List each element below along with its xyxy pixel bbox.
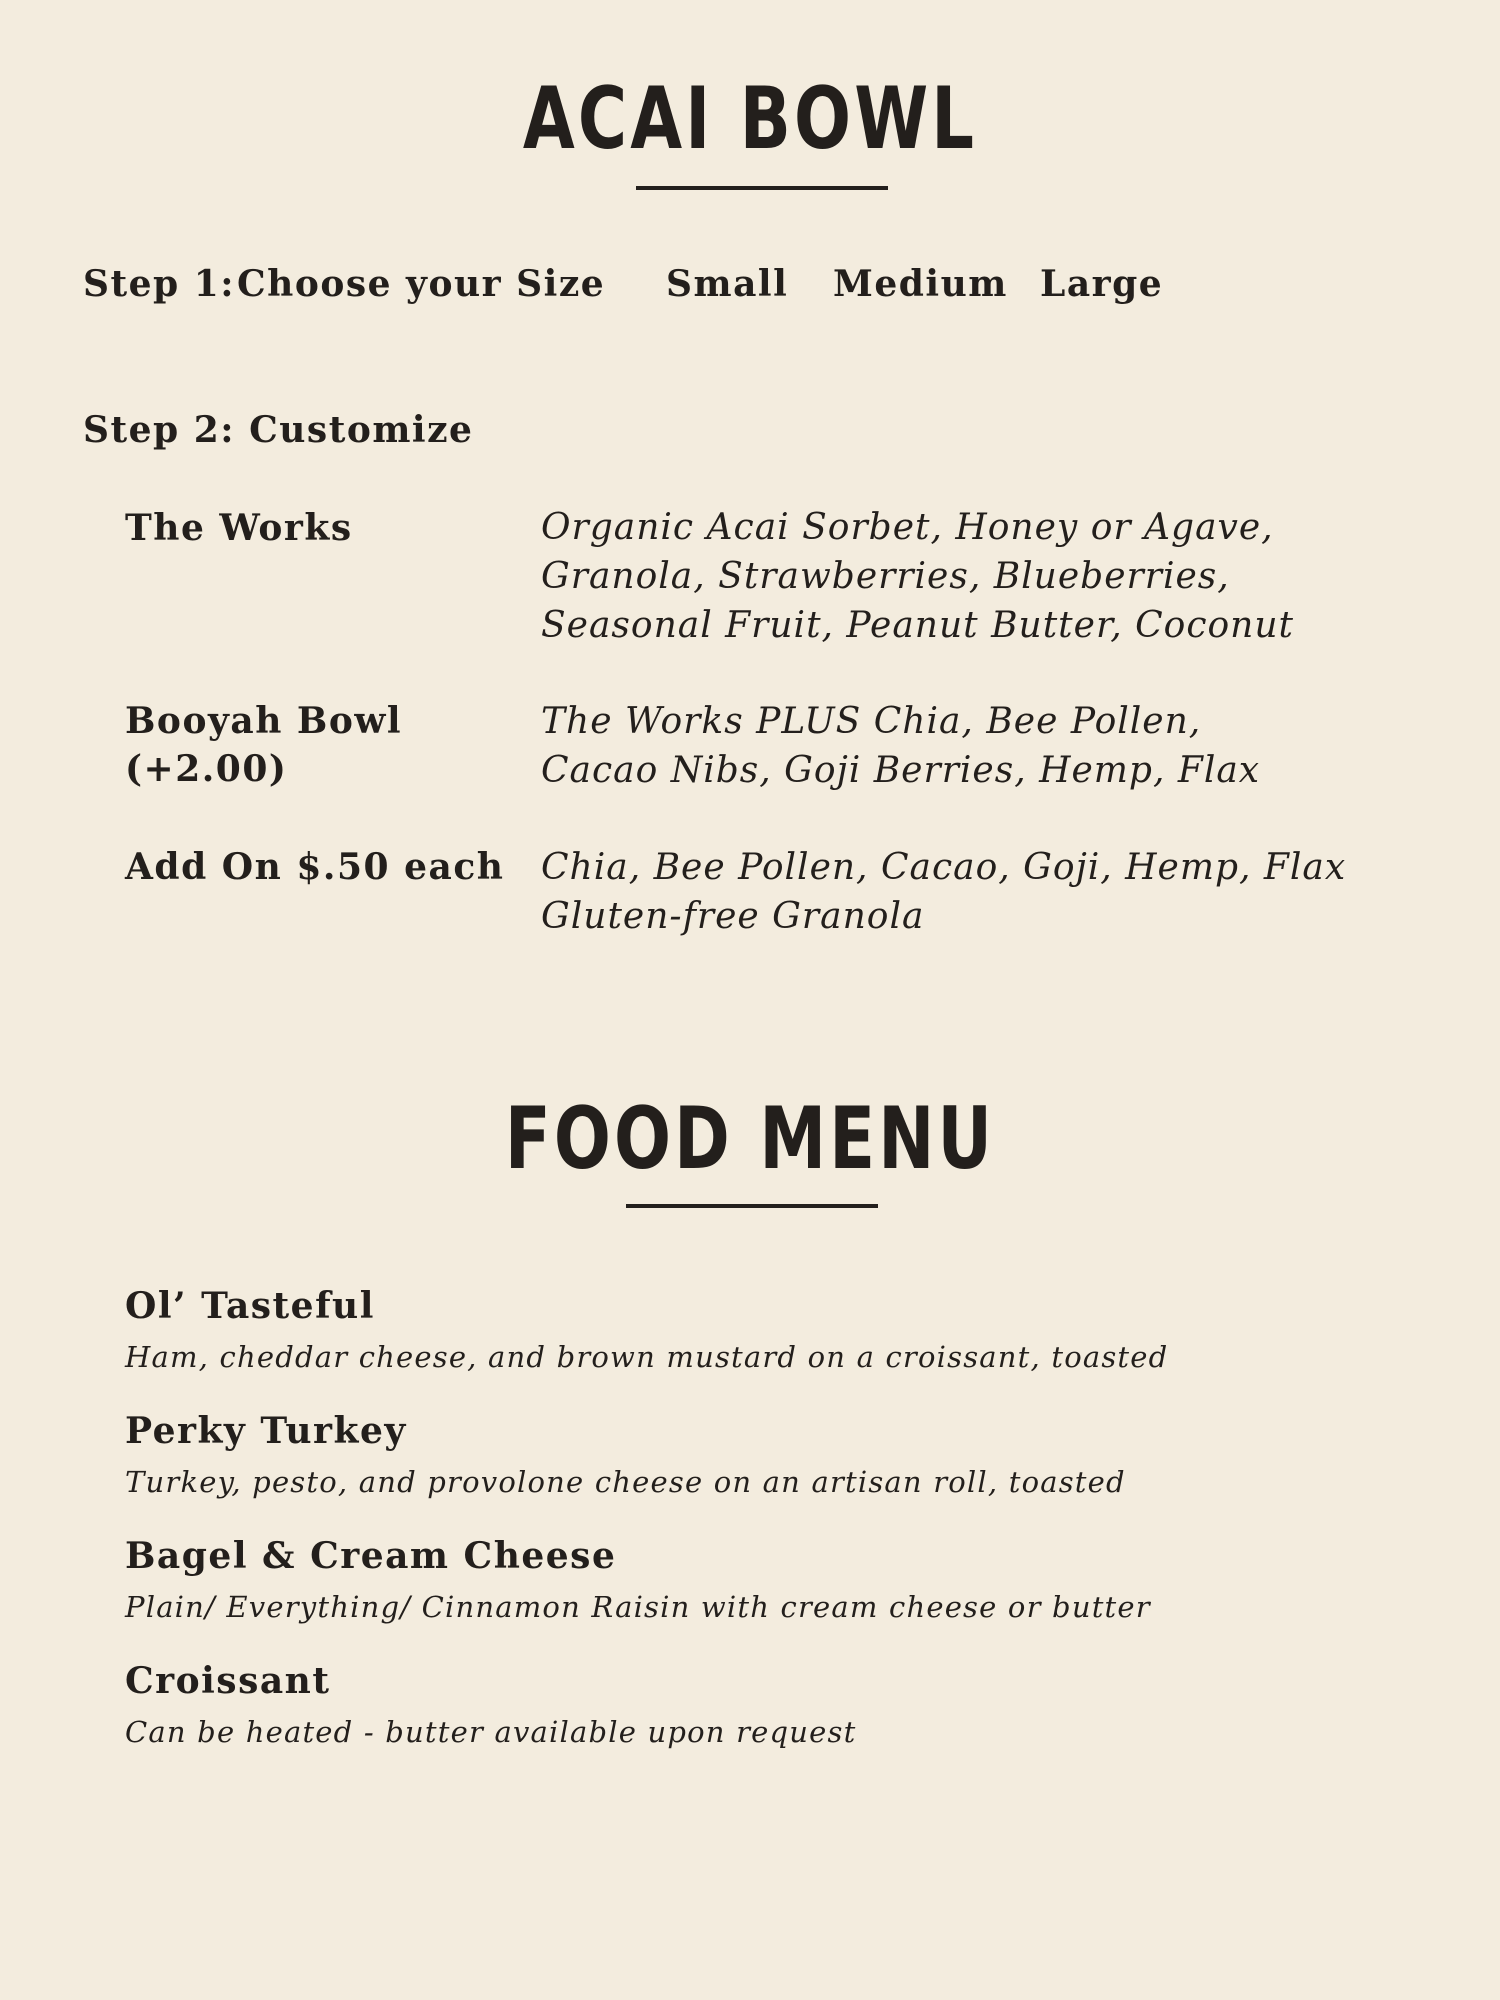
option-desc-the-works: [541, 503, 1294, 650]
food-item-name: Ol’ Tasteful: [125, 1285, 375, 1327]
food-item-name: Croissant: [125, 1660, 331, 1702]
step1-label: Step 1:: [83, 263, 236, 305]
food-item-desc: Ham, cheddar cheese, and brown mustard on a croissant, toasted: [125, 1340, 1169, 1374]
food-menu-title: FOOD MENU: [504, 1089, 996, 1189]
option-desc-line: Seasonal Fruit, Peanut Butter, Coconut: [541, 605, 1294, 646]
option-desc-line: Organic Acai Sorbet, Honey or Agave,: [541, 507, 1274, 548]
step1-text: Choose your Size: [237, 263, 606, 305]
food-title-underline: [626, 1204, 878, 1208]
option-name-line: Add On $.50 each: [125, 846, 505, 888]
option-desc-line: Gluten-free Granola: [541, 896, 925, 937]
option-price-line: (+2.00): [125, 748, 288, 790]
food-item-name: Perky Turkey: [125, 1410, 407, 1452]
option-name-booyah-bowl: [125, 697, 402, 793]
option-desc-line: Cacao Nibs, Goji Berries, Hemp, Flax: [541, 750, 1261, 791]
food-item-name: Bagel & Cream Cheese: [125, 1535, 617, 1577]
option-desc-line: Chia, Bee Pollen, Cacao, Goji, Hemp, Flax: [541, 847, 1347, 888]
food-item-desc: Turkey, pesto, and provolone cheese on an artisan roll, toasted: [125, 1465, 1126, 1499]
food-item-desc: Can be heated - butter available upon request: [125, 1715, 857, 1749]
option-desc-line: The Works PLUS Chia, Bee Pollen,: [541, 701, 1202, 742]
food-item-desc: Plain/ Everything/ Cinnamon Raisin with cream cheese or butter: [125, 1590, 1151, 1624]
acai-title-underline: [636, 186, 888, 190]
acai-bowl-title: ACAI BOWL: [522, 69, 978, 169]
option-name-the-works: [125, 504, 353, 552]
size-option-medium: Medium: [833, 263, 1008, 305]
option-desc-line: Granola, Strawberries, Blueberries,: [541, 556, 1230, 597]
option-desc-booyah-bowl: [541, 697, 1260, 795]
step2-label: Step 2: Customize: [83, 409, 474, 451]
option-name-line: Booyah Bowl: [125, 700, 403, 742]
option-name-add-on: [125, 843, 504, 891]
option-name-line: The Works: [125, 507, 353, 549]
size-option-large: Large: [1040, 263, 1164, 305]
size-option-small: Small: [666, 263, 789, 305]
option-desc-add-on: [541, 843, 1346, 941]
